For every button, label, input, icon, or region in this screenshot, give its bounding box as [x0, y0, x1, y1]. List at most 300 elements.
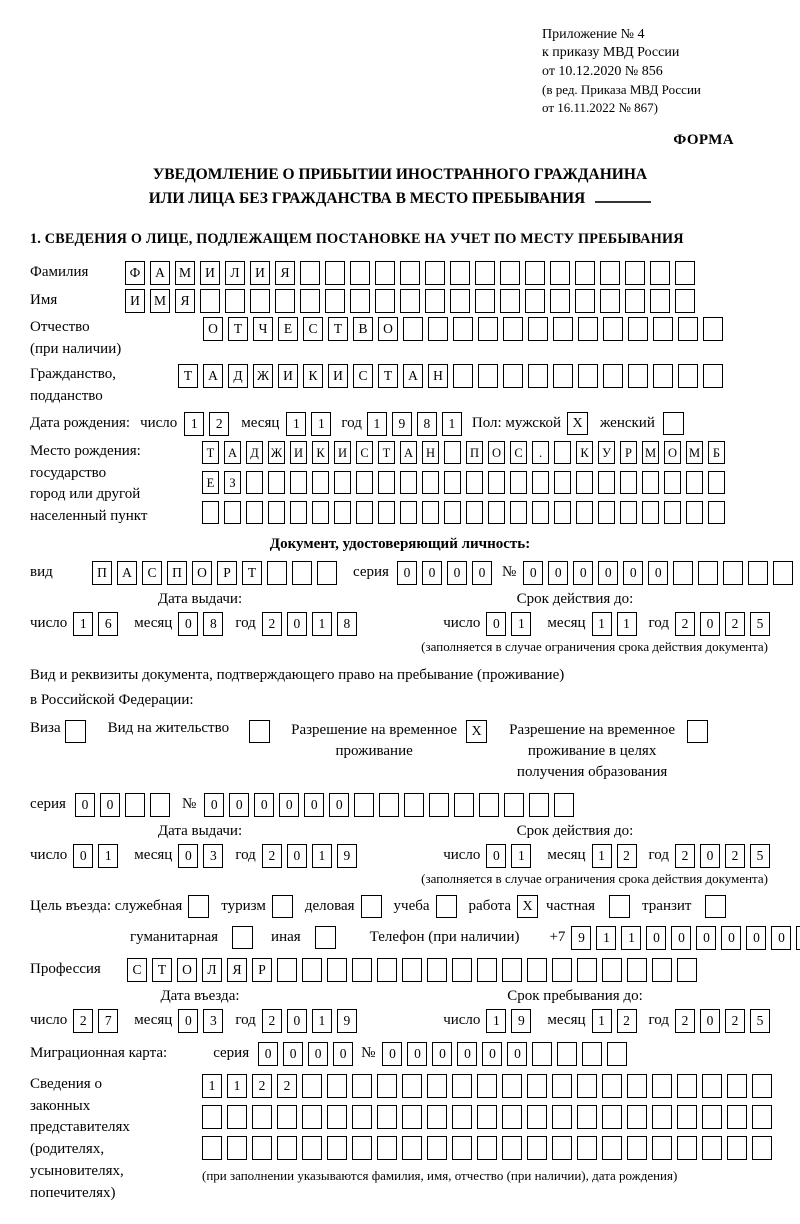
form-cell[interactable]: 2 [617, 844, 637, 868]
migration-number-cells[interactable] [382, 1042, 627, 1066]
form-cell[interactable] [302, 1105, 322, 1129]
form-cell[interactable] [427, 1136, 447, 1160]
purpose-work-checkbox[interactable]: X [517, 895, 538, 918]
form-cell[interactable] [603, 364, 623, 388]
form-cell[interactable] [275, 289, 295, 313]
form-cell[interactable]: 0 [75, 793, 95, 817]
form-cell[interactable] [356, 501, 373, 524]
form-cell[interactable]: Ж [268, 441, 285, 464]
form-cell[interactable] [202, 1136, 222, 1160]
form-cell[interactable]: Ч [253, 317, 273, 341]
form-cell[interactable] [703, 317, 723, 341]
form-cell[interactable]: 0 [700, 612, 720, 636]
form-cell[interactable]: Т [378, 441, 395, 464]
form-cell[interactable]: К [576, 441, 593, 464]
entry-year-cells[interactable] [262, 1009, 357, 1033]
form-cell[interactable]: Е [202, 471, 219, 494]
form-cell[interactable]: 0 [721, 926, 741, 950]
form-cell[interactable]: 1 [596, 926, 616, 950]
form-cell[interactable] [350, 289, 370, 313]
form-cell[interactable] [702, 1105, 722, 1129]
form-cell[interactable] [625, 261, 645, 285]
form-cell[interactable]: 0 [229, 793, 249, 817]
form-cell[interactable]: М [642, 441, 659, 464]
form-cell[interactable]: 1 [73, 612, 93, 636]
form-cell[interactable]: 1 [312, 612, 332, 636]
visa-checkbox[interactable] [65, 720, 86, 743]
form-cell[interactable] [675, 289, 695, 313]
doc-number-cells[interactable] [523, 561, 793, 585]
form-cell[interactable]: О [664, 441, 681, 464]
form-cell[interactable] [325, 289, 345, 313]
phone-cells[interactable] [571, 926, 800, 950]
form-cell[interactable] [352, 1105, 372, 1129]
form-cell[interactable]: 0 [287, 612, 307, 636]
form-cell[interactable] [598, 471, 615, 494]
form-cell[interactable] [602, 1136, 622, 1160]
form-cell[interactable] [527, 1136, 547, 1160]
form-cell[interactable] [503, 364, 523, 388]
form-cell[interactable]: Ф [125, 261, 145, 285]
form-cell[interactable] [557, 1042, 577, 1066]
form-cell[interactable]: 1 [286, 412, 306, 436]
form-cell[interactable] [202, 1105, 222, 1129]
form-cell[interactable]: 1 [511, 612, 531, 636]
form-cell[interactable]: 1 [592, 1009, 612, 1033]
form-cell[interactable] [300, 261, 320, 285]
representatives-cells-row2[interactable] [202, 1105, 772, 1129]
stay-year-cells[interactable] [675, 1009, 770, 1033]
form-cell[interactable]: М [150, 289, 170, 313]
form-cell[interactable] [379, 793, 399, 817]
form-cell[interactable]: 9 [571, 926, 591, 950]
form-cell[interactable]: И [125, 289, 145, 313]
doc-type-cells[interactable] [92, 561, 337, 585]
birth-year-cells[interactable] [367, 412, 462, 436]
form-cell[interactable] [454, 793, 474, 817]
residence-valid-year-cells[interactable] [675, 844, 770, 868]
form-cell[interactable] [552, 1136, 572, 1160]
form-cell[interactable]: К [303, 364, 323, 388]
form-cell[interactable] [625, 289, 645, 313]
form-cell[interactable] [677, 1136, 697, 1160]
purpose-humanitarian-checkbox[interactable] [232, 926, 253, 949]
form-cell[interactable]: 1 [621, 926, 641, 950]
representatives-cells-row1[interactable] [202, 1074, 772, 1098]
form-cell[interactable] [627, 1136, 647, 1160]
form-cell[interactable] [402, 1136, 422, 1160]
form-cell[interactable]: Т [378, 364, 398, 388]
birth-place-cells-row1[interactable] [202, 441, 725, 464]
form-cell[interactable]: 1 [312, 1009, 332, 1033]
form-cell[interactable]: И [290, 441, 307, 464]
form-cell[interactable]: 8 [203, 612, 223, 636]
form-cell[interactable] [575, 261, 595, 285]
form-cell[interactable]: Т [228, 317, 248, 341]
form-cell[interactable]: С [142, 561, 162, 585]
form-cell[interactable] [477, 1136, 497, 1160]
form-cell[interactable] [652, 1136, 672, 1160]
form-cell[interactable] [627, 1105, 647, 1129]
form-cell[interactable] [664, 501, 681, 524]
form-cell[interactable] [642, 471, 659, 494]
form-cell[interactable] [576, 471, 593, 494]
form-cell[interactable] [727, 1136, 747, 1160]
form-cell[interactable] [268, 501, 285, 524]
form-cell[interactable] [444, 501, 461, 524]
form-cell[interactable] [500, 289, 520, 313]
form-cell[interactable] [577, 1074, 597, 1098]
form-cell[interactable]: 0 [304, 793, 324, 817]
form-cell[interactable] [478, 317, 498, 341]
residence-issue-year-cells[interactable] [262, 844, 357, 868]
form-cell[interactable] [452, 1105, 472, 1129]
form-cell[interactable] [678, 364, 698, 388]
form-cell[interactable] [620, 501, 637, 524]
purpose-study-checkbox[interactable] [436, 895, 457, 918]
form-cell[interactable] [452, 1074, 472, 1098]
form-cell[interactable]: 9 [511, 1009, 531, 1033]
form-cell[interactable] [479, 793, 499, 817]
form-cell[interactable] [703, 364, 723, 388]
form-cell[interactable] [627, 1074, 647, 1098]
form-cell[interactable]: 1 [592, 844, 612, 868]
doc-series-cells[interactable] [397, 561, 492, 585]
form-cell[interactable]: Ж [253, 364, 273, 388]
form-cell[interactable]: 0 [671, 926, 691, 950]
form-cell[interactable]: 2 [725, 1009, 745, 1033]
purpose-tourism-checkbox[interactable] [272, 895, 293, 918]
residence-number-cells[interactable] [204, 793, 574, 817]
form-cell[interactable] [708, 501, 725, 524]
form-cell[interactable]: Р [620, 441, 637, 464]
surname-cells[interactable] [125, 261, 695, 285]
form-cell[interactable]: 1 [311, 412, 331, 436]
form-cell[interactable] [502, 958, 522, 982]
form-cell[interactable]: . [532, 441, 549, 464]
form-cell[interactable]: О [488, 441, 505, 464]
form-cell[interactable] [686, 501, 703, 524]
form-cell[interactable] [227, 1105, 247, 1129]
form-cell[interactable] [502, 1136, 522, 1160]
form-cell[interactable]: 0 [457, 1042, 477, 1066]
form-cell[interactable] [702, 1136, 722, 1160]
form-cell[interactable]: 0 [646, 926, 666, 950]
form-cell[interactable] [652, 1074, 672, 1098]
form-cell[interactable]: 2 [675, 1009, 695, 1033]
form-cell[interactable] [620, 471, 637, 494]
form-cell[interactable]: 0 [573, 561, 593, 585]
form-cell[interactable] [377, 1105, 397, 1129]
form-cell[interactable] [404, 793, 424, 817]
form-cell[interactable] [550, 289, 570, 313]
form-cell[interactable]: 0 [178, 1009, 198, 1033]
form-cell[interactable] [224, 501, 241, 524]
form-cell[interactable] [678, 317, 698, 341]
form-cell[interactable]: С [356, 441, 373, 464]
form-cell[interactable]: Р [252, 958, 272, 982]
form-cell[interactable]: О [192, 561, 212, 585]
form-cell[interactable] [773, 561, 793, 585]
form-cell[interactable] [677, 1105, 697, 1129]
form-cell[interactable]: 0 [523, 561, 543, 585]
birth-place-cells-row3[interactable] [202, 501, 725, 524]
form-cell[interactable] [525, 289, 545, 313]
form-cell[interactable] [532, 1042, 552, 1066]
form-cell[interactable] [403, 317, 423, 341]
form-cell[interactable]: 0 [486, 612, 506, 636]
form-cell[interactable]: 1 [202, 1074, 222, 1098]
birth-month-cells[interactable] [286, 412, 331, 436]
form-cell[interactable] [377, 1074, 397, 1098]
form-cell[interactable] [246, 501, 263, 524]
form-cell[interactable] [727, 1074, 747, 1098]
form-cell[interactable] [317, 561, 337, 585]
entry-day-cells[interactable] [73, 1009, 118, 1033]
residence-permit-checkbox[interactable] [249, 720, 270, 743]
form-cell[interactable] [677, 958, 697, 982]
form-cell[interactable] [300, 289, 320, 313]
form-cell[interactable]: 1 [592, 612, 612, 636]
form-cell[interactable] [528, 317, 548, 341]
form-cell[interactable] [377, 958, 397, 982]
form-cell[interactable] [532, 501, 549, 524]
form-cell[interactable]: Д [228, 364, 248, 388]
citizenship-cells[interactable] [178, 364, 723, 388]
form-cell[interactable] [686, 471, 703, 494]
name-cells[interactable] [125, 289, 695, 313]
form-cell[interactable]: С [127, 958, 147, 982]
form-cell[interactable]: Д [246, 441, 263, 464]
form-cell[interactable] [600, 289, 620, 313]
residence-issue-day-cells[interactable] [73, 844, 118, 868]
form-cell[interactable]: Н [422, 441, 439, 464]
form-cell[interactable] [312, 471, 329, 494]
form-cell[interactable] [527, 1074, 547, 1098]
form-cell[interactable]: 0 [407, 1042, 427, 1066]
form-cell[interactable] [752, 1074, 772, 1098]
birth-day-cells[interactable] [184, 412, 229, 436]
form-cell[interactable]: О [378, 317, 398, 341]
form-cell[interactable]: 0 [700, 844, 720, 868]
form-cell[interactable] [550, 261, 570, 285]
form-cell[interactable]: Т [202, 441, 219, 464]
form-cell[interactable] [578, 317, 598, 341]
form-cell[interactable]: 3 [203, 844, 223, 868]
form-cell[interactable]: 0 [397, 561, 417, 585]
form-cell[interactable] [554, 441, 571, 464]
form-cell[interactable]: П [167, 561, 187, 585]
form-cell[interactable] [450, 261, 470, 285]
residence-valid-day-cells[interactable] [486, 844, 531, 868]
form-cell[interactable] [277, 1105, 297, 1129]
form-cell[interactable]: 1 [367, 412, 387, 436]
form-cell[interactable]: 0 [100, 793, 120, 817]
patronymic-cells[interactable] [203, 317, 723, 341]
residence-series-cells[interactable] [75, 793, 170, 817]
form-cell[interactable] [375, 261, 395, 285]
form-cell[interactable] [400, 471, 417, 494]
form-cell[interactable] [723, 561, 743, 585]
form-cell[interactable]: 0 [382, 1042, 402, 1066]
form-cell[interactable] [503, 317, 523, 341]
form-cell[interactable]: 0 [447, 561, 467, 585]
form-cell[interactable] [553, 317, 573, 341]
form-cell[interactable] [528, 364, 548, 388]
form-cell[interactable] [302, 1136, 322, 1160]
form-cell[interactable]: Я [227, 958, 247, 982]
entry-month-cells[interactable] [178, 1009, 223, 1033]
purpose-official-checkbox[interactable] [188, 895, 209, 918]
form-cell[interactable] [502, 1074, 522, 1098]
form-cell[interactable]: 2 [209, 412, 229, 436]
form-cell[interactable] [429, 793, 449, 817]
form-cell[interactable]: Р [217, 561, 237, 585]
form-cell[interactable] [350, 261, 370, 285]
form-cell[interactable] [752, 1136, 772, 1160]
form-cell[interactable]: А [224, 441, 241, 464]
form-cell[interactable]: 0 [623, 561, 643, 585]
form-cell[interactable]: А [117, 561, 137, 585]
form-cell[interactable] [378, 501, 395, 524]
sex-female-checkbox[interactable] [663, 412, 684, 435]
form-cell[interactable]: Т [328, 317, 348, 341]
form-cell[interactable] [752, 1105, 772, 1129]
form-cell[interactable]: 0 [254, 793, 274, 817]
form-cell[interactable]: 2 [675, 844, 695, 868]
form-cell[interactable] [425, 261, 445, 285]
form-cell[interactable] [428, 317, 448, 341]
form-cell[interactable]: 0 [329, 793, 349, 817]
form-cell[interactable] [202, 501, 219, 524]
form-cell[interactable] [425, 289, 445, 313]
purpose-private-checkbox[interactable] [609, 895, 630, 918]
form-cell[interactable] [302, 1074, 322, 1098]
form-cell[interactable] [477, 1105, 497, 1129]
form-cell[interactable]: 2 [252, 1074, 272, 1098]
form-cell[interactable] [290, 501, 307, 524]
form-cell[interactable] [748, 561, 768, 585]
form-cell[interactable]: 2 [617, 1009, 637, 1033]
form-cell[interactable] [600, 261, 620, 285]
form-cell[interactable]: 0 [258, 1042, 278, 1066]
form-cell[interactable] [677, 1074, 697, 1098]
form-cell[interactable] [598, 501, 615, 524]
form-cell[interactable]: О [203, 317, 223, 341]
form-cell[interactable] [354, 793, 374, 817]
form-cell[interactable] [327, 958, 347, 982]
form-cell[interactable] [576, 501, 593, 524]
form-cell[interactable] [554, 471, 571, 494]
birth-place-cells-row2[interactable] [202, 471, 725, 494]
form-cell[interactable] [252, 1136, 272, 1160]
form-cell[interactable]: 1 [511, 844, 531, 868]
form-cell[interactable] [475, 261, 495, 285]
stay-month-cells[interactable] [592, 1009, 637, 1033]
form-cell[interactable]: К [312, 441, 329, 464]
form-cell[interactable] [527, 958, 547, 982]
doc-issue-year-cells[interactable] [262, 612, 357, 636]
form-cell[interactable] [352, 1074, 372, 1098]
form-cell[interactable] [312, 501, 329, 524]
form-cell[interactable] [488, 471, 505, 494]
form-cell[interactable]: 0 [598, 561, 618, 585]
form-cell[interactable]: 8 [337, 612, 357, 636]
form-cell[interactable]: И [328, 364, 348, 388]
form-cell[interactable] [450, 289, 470, 313]
representatives-cells-row3[interactable] [202, 1136, 772, 1160]
form-cell[interactable]: Т [242, 561, 262, 585]
form-cell[interactable] [653, 317, 673, 341]
form-cell[interactable] [552, 958, 572, 982]
form-cell[interactable] [150, 793, 170, 817]
form-cell[interactable]: 0 [548, 561, 568, 585]
form-cell[interactable]: 2 [262, 612, 282, 636]
form-cell[interactable] [702, 1074, 722, 1098]
form-cell[interactable] [478, 364, 498, 388]
form-cell[interactable] [650, 261, 670, 285]
form-cell[interactable] [334, 471, 351, 494]
form-cell[interactable] [356, 471, 373, 494]
form-cell[interactable] [675, 261, 695, 285]
form-cell[interactable]: 0 [482, 1042, 502, 1066]
form-cell[interactable]: 0 [432, 1042, 452, 1066]
form-cell[interactable] [532, 471, 549, 494]
form-cell[interactable]: 0 [333, 1042, 353, 1066]
temp-residence-edu-checkbox[interactable] [687, 720, 708, 743]
form-cell[interactable] [246, 471, 263, 494]
form-cell[interactable] [225, 289, 245, 313]
form-cell[interactable]: Н [428, 364, 448, 388]
form-cell[interactable] [375, 289, 395, 313]
form-cell[interactable]: 0 [73, 844, 93, 868]
form-cell[interactable] [577, 958, 597, 982]
form-cell[interactable]: 0 [287, 844, 307, 868]
temp-residence-checkbox[interactable]: X [466, 720, 487, 743]
form-cell[interactable]: А [203, 364, 223, 388]
form-cell[interactable] [475, 289, 495, 313]
residence-issue-month-cells[interactable] [178, 844, 223, 868]
form-cell[interactable] [250, 289, 270, 313]
form-cell[interactable]: О [177, 958, 197, 982]
form-cell[interactable] [252, 1105, 272, 1129]
form-cell[interactable]: 0 [204, 793, 224, 817]
form-cell[interactable] [552, 1105, 572, 1129]
form-cell[interactable]: З [224, 471, 241, 494]
form-cell[interactable] [400, 501, 417, 524]
form-cell[interactable] [628, 364, 648, 388]
form-cell[interactable] [402, 1074, 422, 1098]
form-cell[interactable] [227, 1136, 247, 1160]
form-cell[interactable] [698, 561, 718, 585]
form-cell[interactable] [400, 289, 420, 313]
form-cell[interactable]: 8 [417, 412, 437, 436]
form-cell[interactable] [554, 501, 571, 524]
form-cell[interactable]: 0 [472, 561, 492, 585]
form-cell[interactable]: 0 [308, 1042, 328, 1066]
form-cell[interactable]: У [598, 441, 615, 464]
form-cell[interactable]: 1 [184, 412, 204, 436]
form-cell[interactable]: 1 [442, 412, 462, 436]
form-cell[interactable] [200, 289, 220, 313]
form-cell[interactable] [400, 261, 420, 285]
form-cell[interactable] [708, 471, 725, 494]
form-cell[interactable] [466, 501, 483, 524]
form-cell[interactable] [607, 1042, 627, 1066]
form-cell[interactable] [642, 501, 659, 524]
form-cell[interactable]: 9 [337, 844, 357, 868]
form-cell[interactable] [422, 471, 439, 494]
